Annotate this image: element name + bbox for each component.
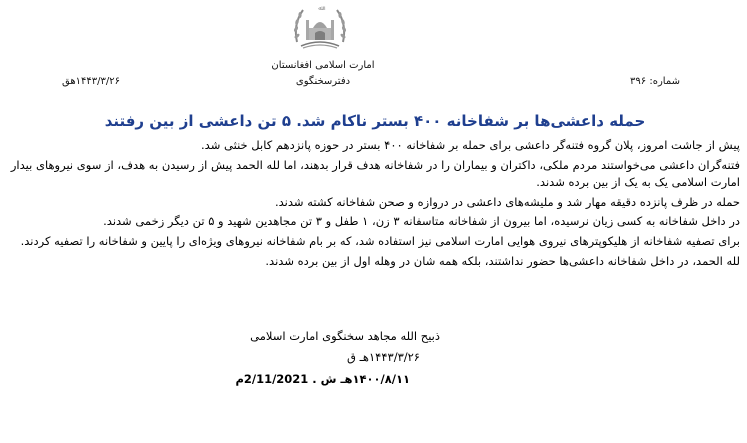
- document-date: ۱۴۴۳/۳/۲۶هق: [62, 76, 120, 87]
- paragraph: پیش از جاشت امروز، پلان گروه فتنه‌گر داعشی برای حمله بر شفاخانه ۴۰۰ بستر در حوزه پانزدهم کابل خنثی شد.: [201, 138, 740, 152]
- paragraph: فتنه‌گران داعشی می‌خواستند مردم ملکی، داکتران و بیماران را در شفاخانه هدف قرار بدهند، اما لله الحمد پیش از رسیدن به هدف، از سوی نیروهای بیدار امارت اسلامی یک به یک از بین برده شدند.: [10, 157, 740, 189]
- body-text: [8, 137, 740, 272]
- signature-solar-gregorian-date: ۱۴۰۰/۸/۱۱هـ ش . 2/11/2021م: [235, 372, 410, 386]
- paragraph: برای تصفیه شفاخانه از هلیکوپترهای نیروی هوایی امارت اسلامی نیز استفاده شد، که بر بام شفاخانه نیروهای ویژه‌ای را پایین و شفاخانه را تصفیه کردند.: [20, 234, 740, 249]
- svg-text:ﷲ: ﷲ: [318, 5, 322, 12]
- paragraph: حمله در ظرف پانزده دقیقه مهار شد و ملیشه‌های داعشی در دروازه و صحن شفاخانه کشته شدند.: [274, 194, 740, 209]
- signature-name: ذبیح الله مجاهد سخنگوی امارت اسلامی: [250, 329, 440, 343]
- document-number: شماره: ۳۹۶: [630, 76, 680, 87]
- paragraph: در داخل شفاخانه به کسی زیان نرسیده، اما بیرون از شفاخانه متاسفانه ۳ زن، ۱ طفل و ۳ تن مجاهدین شهید و ۵ تن دیگر زخمی شدند.: [103, 214, 740, 229]
- organization-name: امارت اسلامی افغانستان: [271, 60, 375, 71]
- emirate-emblem-icon: [289, 2, 351, 50]
- paragraph: لله الحمد، در داخل شفاخانه داعشی‌ها حضور نداشتند، بلکه همه شان در وهله اول از بین برده شدند.: [265, 253, 740, 268]
- signature-hijri-date: ۱۴۴۳/۳/۲۶هـ ق: [346, 350, 420, 364]
- page-title: حمله داعشی‌ها بر شفاخانه ۴۰۰ بستر ناکام شد. ۵ تن داعشی از بین رفتند: [104, 112, 646, 130]
- office-name: دفترسخنگوی: [295, 76, 351, 87]
